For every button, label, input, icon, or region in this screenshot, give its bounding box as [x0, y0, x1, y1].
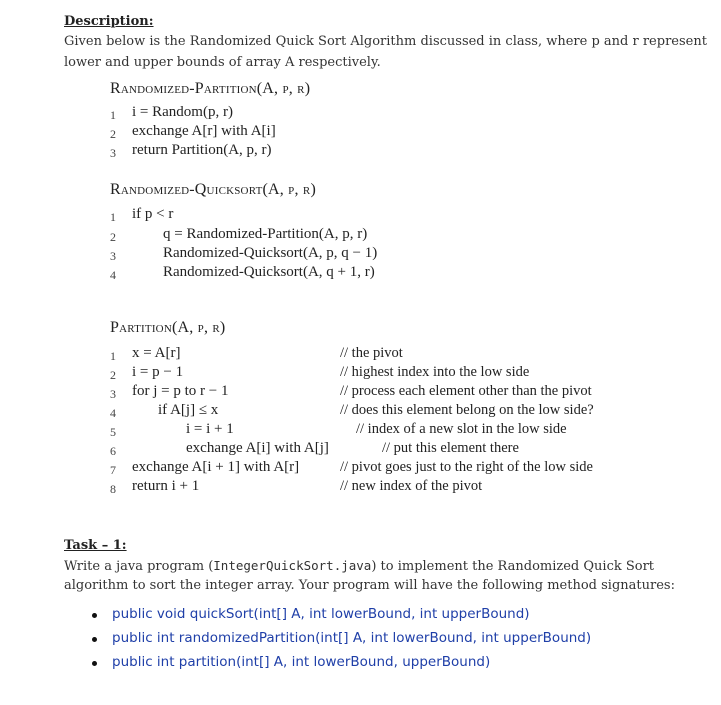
code-comment: // index of a new slot in the low side [356, 421, 567, 437]
list-item [90, 630, 591, 654]
code-comment: // pivot goes just to the right of the low side [340, 459, 593, 475]
code-comment: // put this element there [382, 440, 519, 456]
description-line-2: lower and upper bounds of array A respectively. [64, 55, 381, 70]
code-comment: // highest index into the low side [340, 364, 530, 380]
line-number: 3 [110, 146, 116, 160]
task-filename: IntegerQuickSort.java [213, 558, 372, 573]
code-line: i = i + 1 [186, 421, 234, 437]
line-number: 4 [110, 406, 116, 420]
code-line: exchange A[i + 1] with A[r] [132, 459, 300, 475]
task-heading: Task – 1: [64, 538, 127, 553]
code-line: for j = p to r − 1 [132, 383, 229, 399]
line-number: 1 [110, 210, 116, 224]
line-number: 1 [110, 108, 116, 122]
code-line: if A[j] ≤ x [158, 402, 219, 418]
line-number: 3 [110, 249, 116, 263]
partition-title: Partition(A, p, r) [110, 319, 226, 336]
task-line-2: algorithm to sort the integer array. Your program will have the following method signatures: [64, 578, 675, 593]
method-signature: public void quickSort(int[] A, int lowerBound, int upperBound) [112, 606, 530, 622]
code-line: x = A[r] [132, 345, 181, 361]
code-line: return i + 1 [132, 478, 200, 494]
code-comment: // the pivot [340, 345, 403, 361]
code-comment: // does this element belong on the low side? [340, 402, 594, 418]
randomized-quicksort-title: Randomized-Quicksort(A, p, r) [110, 181, 316, 198]
code-comment: // new index of the pivot [340, 478, 483, 494]
task-line-1 [64, 558, 654, 574]
line-number: 5 [110, 425, 116, 439]
code-line: q = Randomized-Partition(A, p, r) [163, 226, 368, 242]
code-comment: // process each element other than the pivot [340, 383, 592, 399]
code-line: exchange A[r] with A[i] [132, 123, 276, 139]
bullet-icon [92, 613, 97, 618]
code-line: Randomized-Quicksort(A, p, q − 1) [163, 245, 378, 261]
code-line: exchange A[i] with A[j] [186, 440, 329, 456]
line-number: 1 [110, 349, 116, 363]
method-signature: public int partition(int[] A, int lowerBound, upperBound) [112, 654, 491, 670]
task-line-1-pre: Write a java program ( [64, 559, 214, 574]
method-signature: public int randomizedPartition(int[] A, int lowerBound, int upperBound) [112, 630, 592, 646]
line-number: 3 [110, 387, 116, 401]
line-number: 6 [110, 444, 116, 458]
line-number: 4 [110, 268, 116, 282]
list-item [90, 606, 591, 630]
code-line: Randomized-Quicksort(A, q + 1, r) [163, 264, 375, 280]
bullet-icon [92, 637, 97, 642]
task-line-1-post: ) to implement the Randomized Quick Sort [371, 559, 655, 574]
line-number: 7 [110, 463, 116, 477]
description-line-1: Given below is the Randomized Quick Sort Algorithm discussed in class, where p and r represent [64, 34, 707, 49]
line-number: 2 [110, 230, 116, 244]
code-line: if p < r [132, 206, 174, 222]
bullet-icon [92, 661, 97, 666]
description-heading: Description: [64, 14, 154, 29]
line-number: 8 [110, 482, 116, 496]
line-number: 2 [110, 368, 116, 382]
code-line: i = Random(p, r) [132, 104, 233, 120]
line-number: 2 [110, 127, 116, 141]
randomized-partition-title: Randomized-Partition(A, p, r) [110, 80, 311, 97]
list-item [90, 654, 591, 678]
code-line: i = p − 1 [132, 364, 184, 380]
code-line: return Partition(A, p, r) [132, 142, 272, 158]
method-signature-list [90, 606, 591, 678]
